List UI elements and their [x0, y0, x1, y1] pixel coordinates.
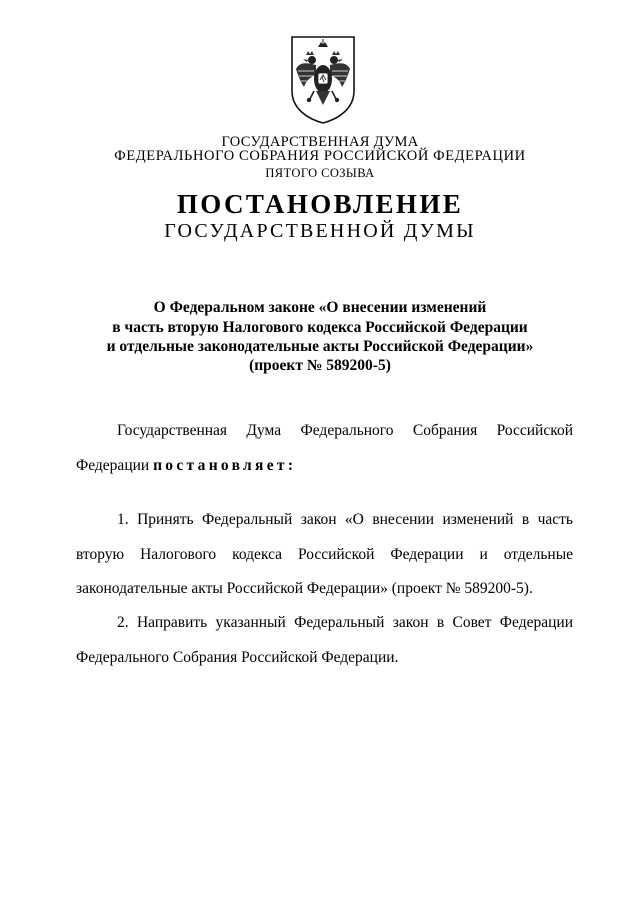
document-title-project-number: (проект № 589200-5) — [249, 357, 391, 374]
item-2-line-2: Федерального Собрания Российской Федерации. — [76, 649, 399, 666]
item-2-line-1: 2. Направить указанный Федеральный закон в Совет Федерации — [117, 614, 573, 631]
document-kind: ПОСТАНОВЛЕНИЕ — [176, 189, 464, 219]
item-1-line-3: законодательные акты Российской Федерации» (проект № 589200-5). — [76, 580, 533, 597]
header-convocation: ПЯТОГО СОЗЫВА — [265, 166, 375, 180]
preamble-line-1: Государственная Дума Федерального Собрания Российской — [117, 422, 573, 439]
preamble-prefix: Федерации — [76, 457, 150, 474]
item-1-line-1: 1. Принять Федеральный закон «О внесении изменений в часть — [117, 511, 573, 528]
document-issuer: ГОСУДАРСТВЕННОЙ ДУМЫ — [164, 220, 476, 242]
document-title-line-1: О Федеральном законе «О внесении изменений — [153, 299, 487, 316]
preamble-line-2 — [76, 456, 573, 475]
item-1-line-2: вторую Налогового кодекса Российской Федерации и отдельные — [76, 546, 573, 563]
header-duma: ГОСУДАРСТВЕННАЯ ДУМА — [221, 134, 419, 150]
resolution-verb: постановляет: — [153, 457, 297, 474]
document-title-line-2: в часть вторую Налогового кодекса Российской Федерации — [112, 319, 528, 336]
coat-of-arms-icon — [288, 33, 358, 125]
header-federal-assembly: ФЕДЕРАЛЬНОГО СОБРАНИЯ РОССИЙСКОЙ ФЕДЕРАЦИИ — [114, 148, 526, 164]
document-title-line-3: и отдельные законодательные акты Российской Федерации» — [106, 338, 534, 355]
